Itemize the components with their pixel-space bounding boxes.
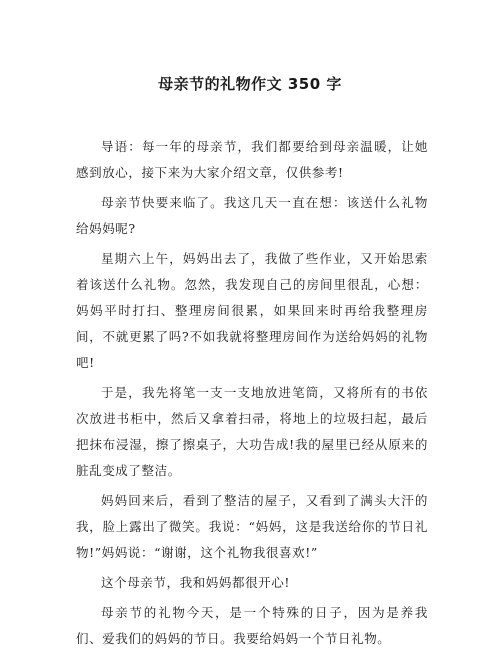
paragraph-6: 这个母亲节，我和妈妈都很开心! bbox=[101, 575, 291, 590]
paragraph-7: 母亲节的礼物今天，是一个特殊的日子，因为是养我们、爱我们的妈妈的节日。我要给妈妈一个节日礼物。 bbox=[76, 605, 428, 646]
document-body bbox=[76, 134, 428, 652]
paragraph-2: 母亲节快要来临了。我这几天一直在想：该送什么礼物给妈妈呢? bbox=[76, 195, 428, 236]
paragraph-3: 星期六上午，妈妈出去了，我做了些作业，又开始思索着该送什么礼物。忽然，我发现自己的房间里很乱，心想：妈妈平时打扫、整理房间很累，如果回来时再给我整理房间，不就更累了吗?不如我就将整理房间作为送给妈妈的礼物吧! bbox=[76, 251, 428, 370]
paragraph-4: 于是，我先将笔一支一支地放进笔筒，又将所有的书依次放进书柜中，然后又拿着扫帚，将地上的垃圾扫起，最后把抹布浸湿，擦了擦桌子，大功告成!我的屋里已经从原来的脏乱变成了整洁。 bbox=[76, 385, 428, 478]
paragraph-5: 妈妈回来后，看到了整洁的屋子，又看到了满头大汗的我，脸上露出了微笑。我说：“妈妈，这是我送给你的节日礼物!”妈妈说：“谢谢，这个礼物我很喜欢!” bbox=[76, 493, 428, 560]
paragraph-intro: 导语：每一年的母亲节，我们都要给到母亲温暖，让她感到放心，接下来为大家介绍文章，仅供参考! bbox=[76, 139, 428, 180]
document-title: 母亲节的礼物作文 350 字 bbox=[158, 75, 342, 93]
